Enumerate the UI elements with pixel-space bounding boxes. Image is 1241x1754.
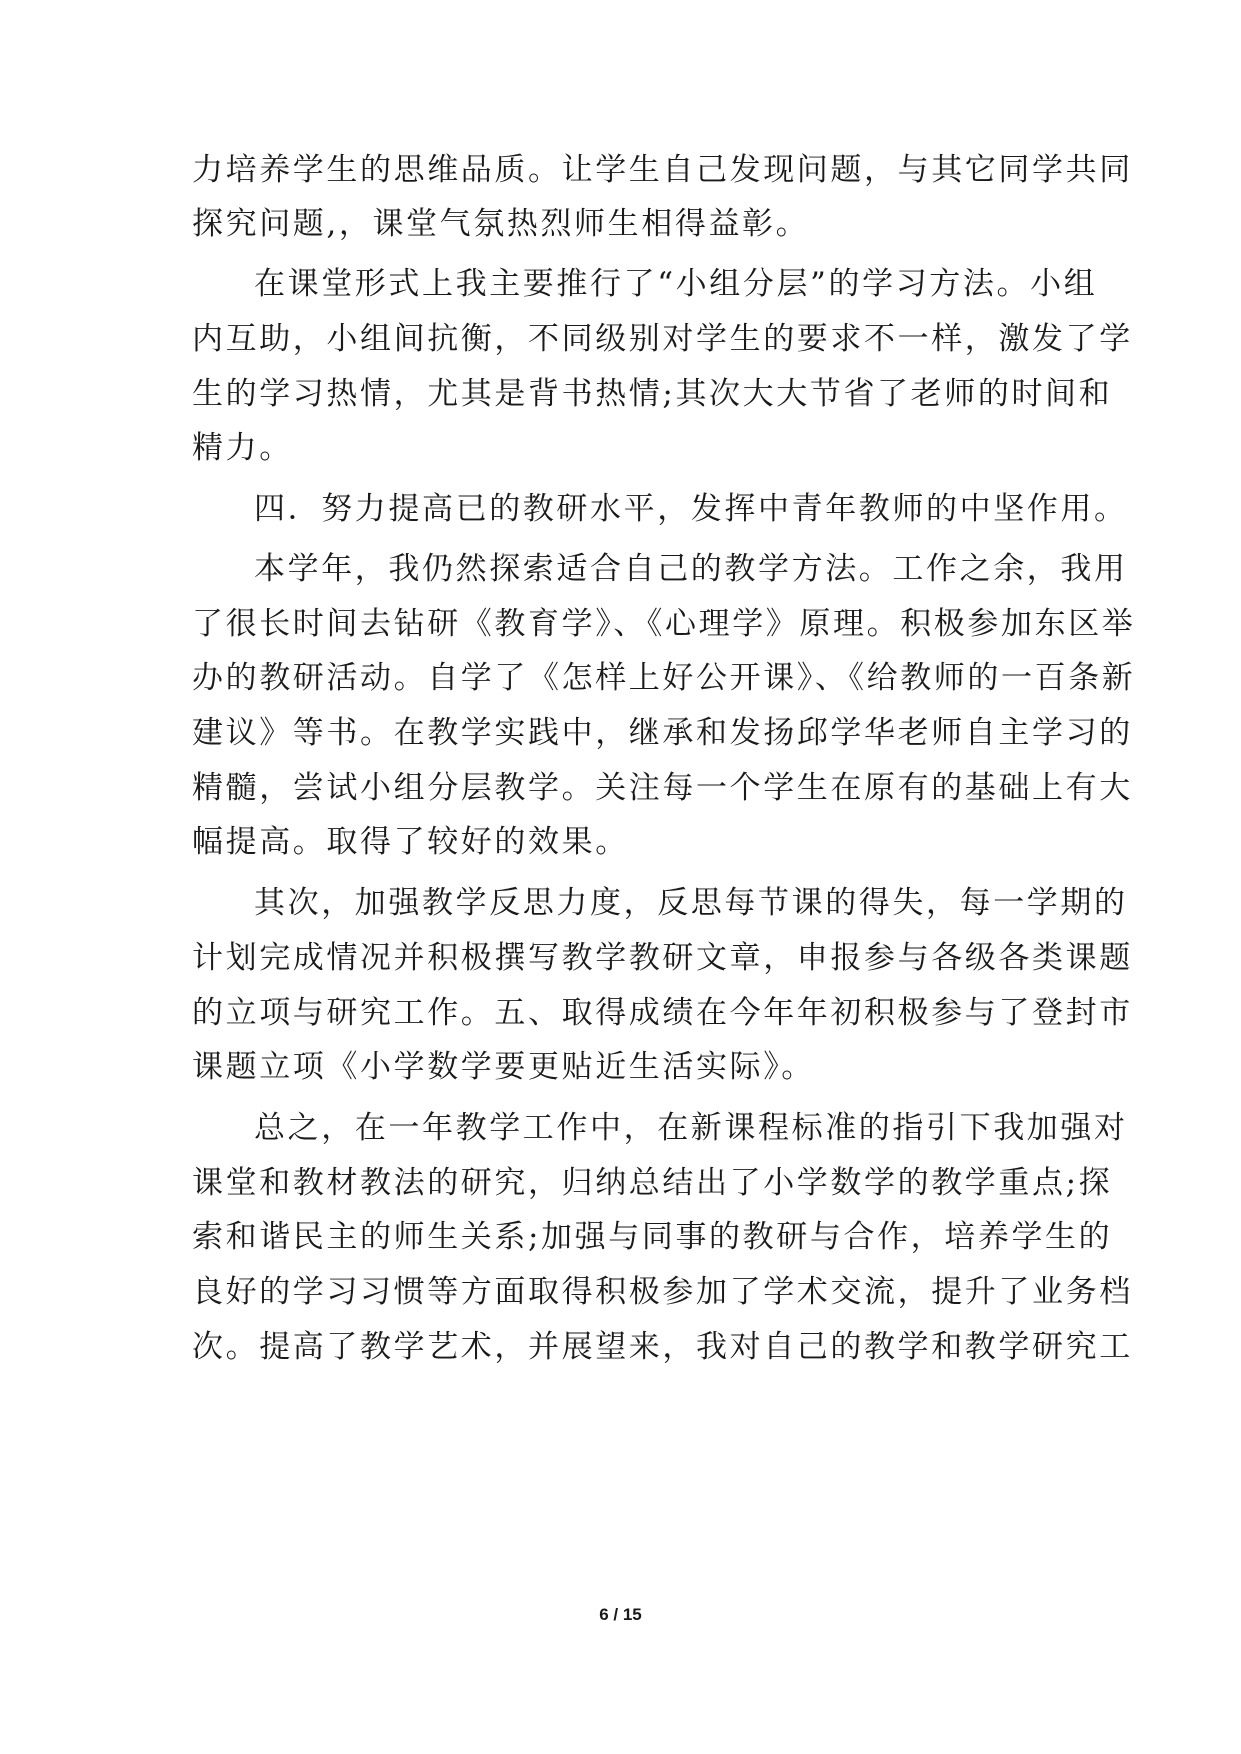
section-heading: 四．努力提高已的教研水平，发挥中青年教师的中坚作用。 xyxy=(254,491,1128,527)
text-line: 计划完成情况并积极撰写教学教研文章，申报参与各级各类课题 xyxy=(192,940,1133,976)
text-line: 的立项与研究工作。五、取得成绩在今年年初积极参与了登封市 xyxy=(192,995,1133,1031)
text-line: 建议》等书。在教学实践中，继承和发扬邱学华老师自主学习的 xyxy=(192,715,1133,751)
paragraph-first-line: 本学年，我仍然探索适合自己的教学方法。工作之余，我用 xyxy=(254,551,1128,587)
text-line: 良好的学习习惯等方面取得积极参加了学术交流，提升了业务档 xyxy=(192,1274,1133,1310)
page-number: 6 / 15 xyxy=(599,1605,642,1624)
text-line: 索和谐民主的师生关系;加强与同事的教研与合作，培养学生的 xyxy=(192,1219,1113,1255)
text-line: 课题立项《小学数学要更贴近生活实际》。 xyxy=(192,1049,815,1085)
text-line: 内互助，小组间抗衡，不同级别对学生的要求不一样，激发了学 xyxy=(192,321,1133,357)
text-line: 生的学习热情，尤其是背书热情;其次大大节省了老师的时间和 xyxy=(192,376,1113,412)
text-line: 力培养学生的思维品质。让学生自己发现问题，与其它同学共同 xyxy=(192,152,1133,188)
text-line: 次。提高了教学艺术，并展望来，我对自己的教学和教学研究工 xyxy=(192,1329,1133,1365)
text-line: 精髓，尝试小组分层教学。关注每一个学生在原有的基础上有大 xyxy=(192,770,1133,806)
text-line: 了很长时间去钻研《教育学》、《心理学》原理。积极参加东区举 xyxy=(192,606,1136,642)
text-line: 探究问题,，课堂气氛热烈师生相得益彰。 xyxy=(192,206,810,242)
text-line: 课堂和教材教法的研究，归纳总结出了小学数学的教学重点;探 xyxy=(192,1165,1113,1201)
text-line: 办的教研活动。自学了《怎样上好公开课》、《给教师的一百条新 xyxy=(192,660,1136,696)
paragraph-first-line: 在课堂形式上我主要推行了“小组分层”的学习方法。小组 xyxy=(254,266,1098,302)
paragraph-first-line: 总之，在一年教学工作中，在新课程标准的指引下我加强对 xyxy=(254,1110,1128,1146)
text-line: 精力。 xyxy=(192,430,293,466)
paragraph-first-line: 其次，加强教学反思力度，反思每节课的得失，每一学期的 xyxy=(254,885,1128,921)
text-line: 幅提高。取得了较好的效果。 xyxy=(192,824,629,860)
